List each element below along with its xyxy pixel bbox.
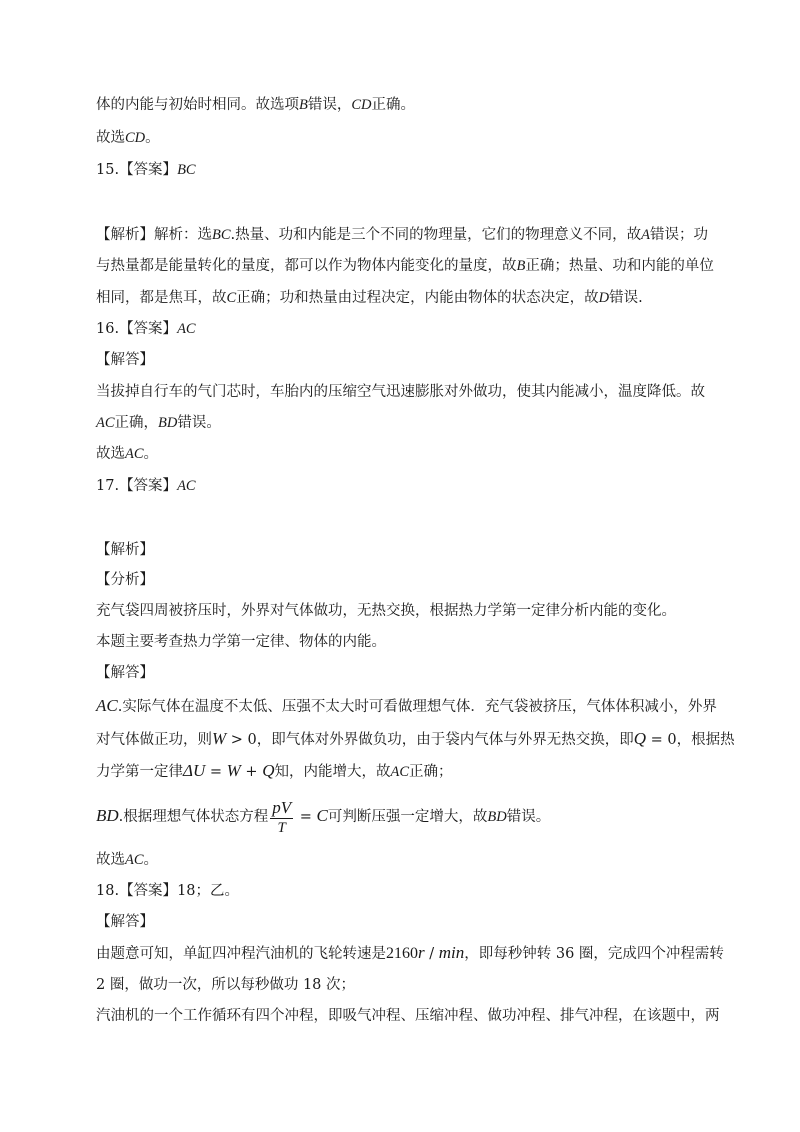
analysis-15-line-3: 相同，都是焦耳，故C正确；功和热量由过程决定，内能由物体的状态决定，故D错误.	[96, 290, 643, 306]
text-line: 对气体做正功，则W > 0，即气体对外界做负功，由于袋内气体与外界无热交换，即Q = 0，根据热	[96, 729, 735, 748]
text-line: 充气袋四周被挤压时，外界对气体做功，无热交换，根据热力学第一定律分析内能的变化。	[96, 603, 676, 619]
answer-16: 16.【答案】AC	[96, 321, 196, 337]
analysis-15-line-1: 【解析】解析：选BC.热量、功和内能是三个不同的物理量，它们的物理意义不同，故A错误；功	[96, 227, 708, 243]
text-line: 2 圈，做功一次，所以每秒做功 18 次；	[96, 977, 356, 993]
section-heading: 【分析】	[96, 572, 154, 588]
question-number: 17.	[96, 478, 120, 494]
question-number: 15.	[96, 162, 120, 178]
equation-line: 力学第一定律ΔU = W + Q知，内能增大，故AC正确；	[96, 761, 453, 780]
section-heading: 【解答】	[96, 665, 154, 681]
section-heading: 【解答】	[96, 914, 154, 930]
text-line: 汽油机的一个工作循环有四个冲程，即吸气冲程、压缩冲程、做功冲程、排气冲程，在该题中，两	[96, 1008, 720, 1024]
text-line: AC正确，BD错误。	[96, 415, 221, 431]
question-number: 16.	[96, 321, 120, 337]
text-line: 本题主要考查热力学第一定律、物体的内能。	[96, 634, 386, 650]
text-line: 当拔掉自行车的气门芯时，车胎内的压缩空气迅速膨胀对外做功，使其内能减小，温度降低。故	[96, 384, 705, 400]
text-line: AC.实际气体在温度不太低、压强不太大时可看做理想气体．充气袋被挤压，气体体积减小，外界	[96, 696, 717, 715]
text-line: 故选CD。	[96, 130, 160, 146]
equation-line: BD.根据理想气体状态方程 $\frac{pV}{T}$ = C可判断压强一定增大，故BD错误。	[96, 797, 551, 836]
text-line: 由题意可知，单缸四冲程汽油机的飞轮转速是2160r / min，即每秒钟转 36 圈，完成四个冲程需转	[96, 943, 724, 962]
section-heading: 【解析】	[96, 542, 154, 558]
text-line: 故选AC。	[96, 852, 159, 868]
section-heading: 【解答】	[96, 352, 154, 368]
fraction: $\frac{pV}{T}$	[272, 797, 292, 836]
question-number: 18.	[96, 883, 120, 899]
text-line: 体的内能与初始时相同。故选项B错误，CD正确。	[96, 97, 416, 113]
answer-17: 17.【答案】AC	[96, 478, 196, 494]
text-line: 故选AC。	[96, 446, 159, 462]
answer-18: 18.【答案】18；乙。	[96, 883, 240, 899]
answer-15: 15.【答案】BC	[96, 162, 196, 178]
analysis-15-line-2: 与热量都是能量转化的量度，都可以作为物体内能变化的量度，故B正确；热量、功和内能的单位	[96, 258, 714, 274]
